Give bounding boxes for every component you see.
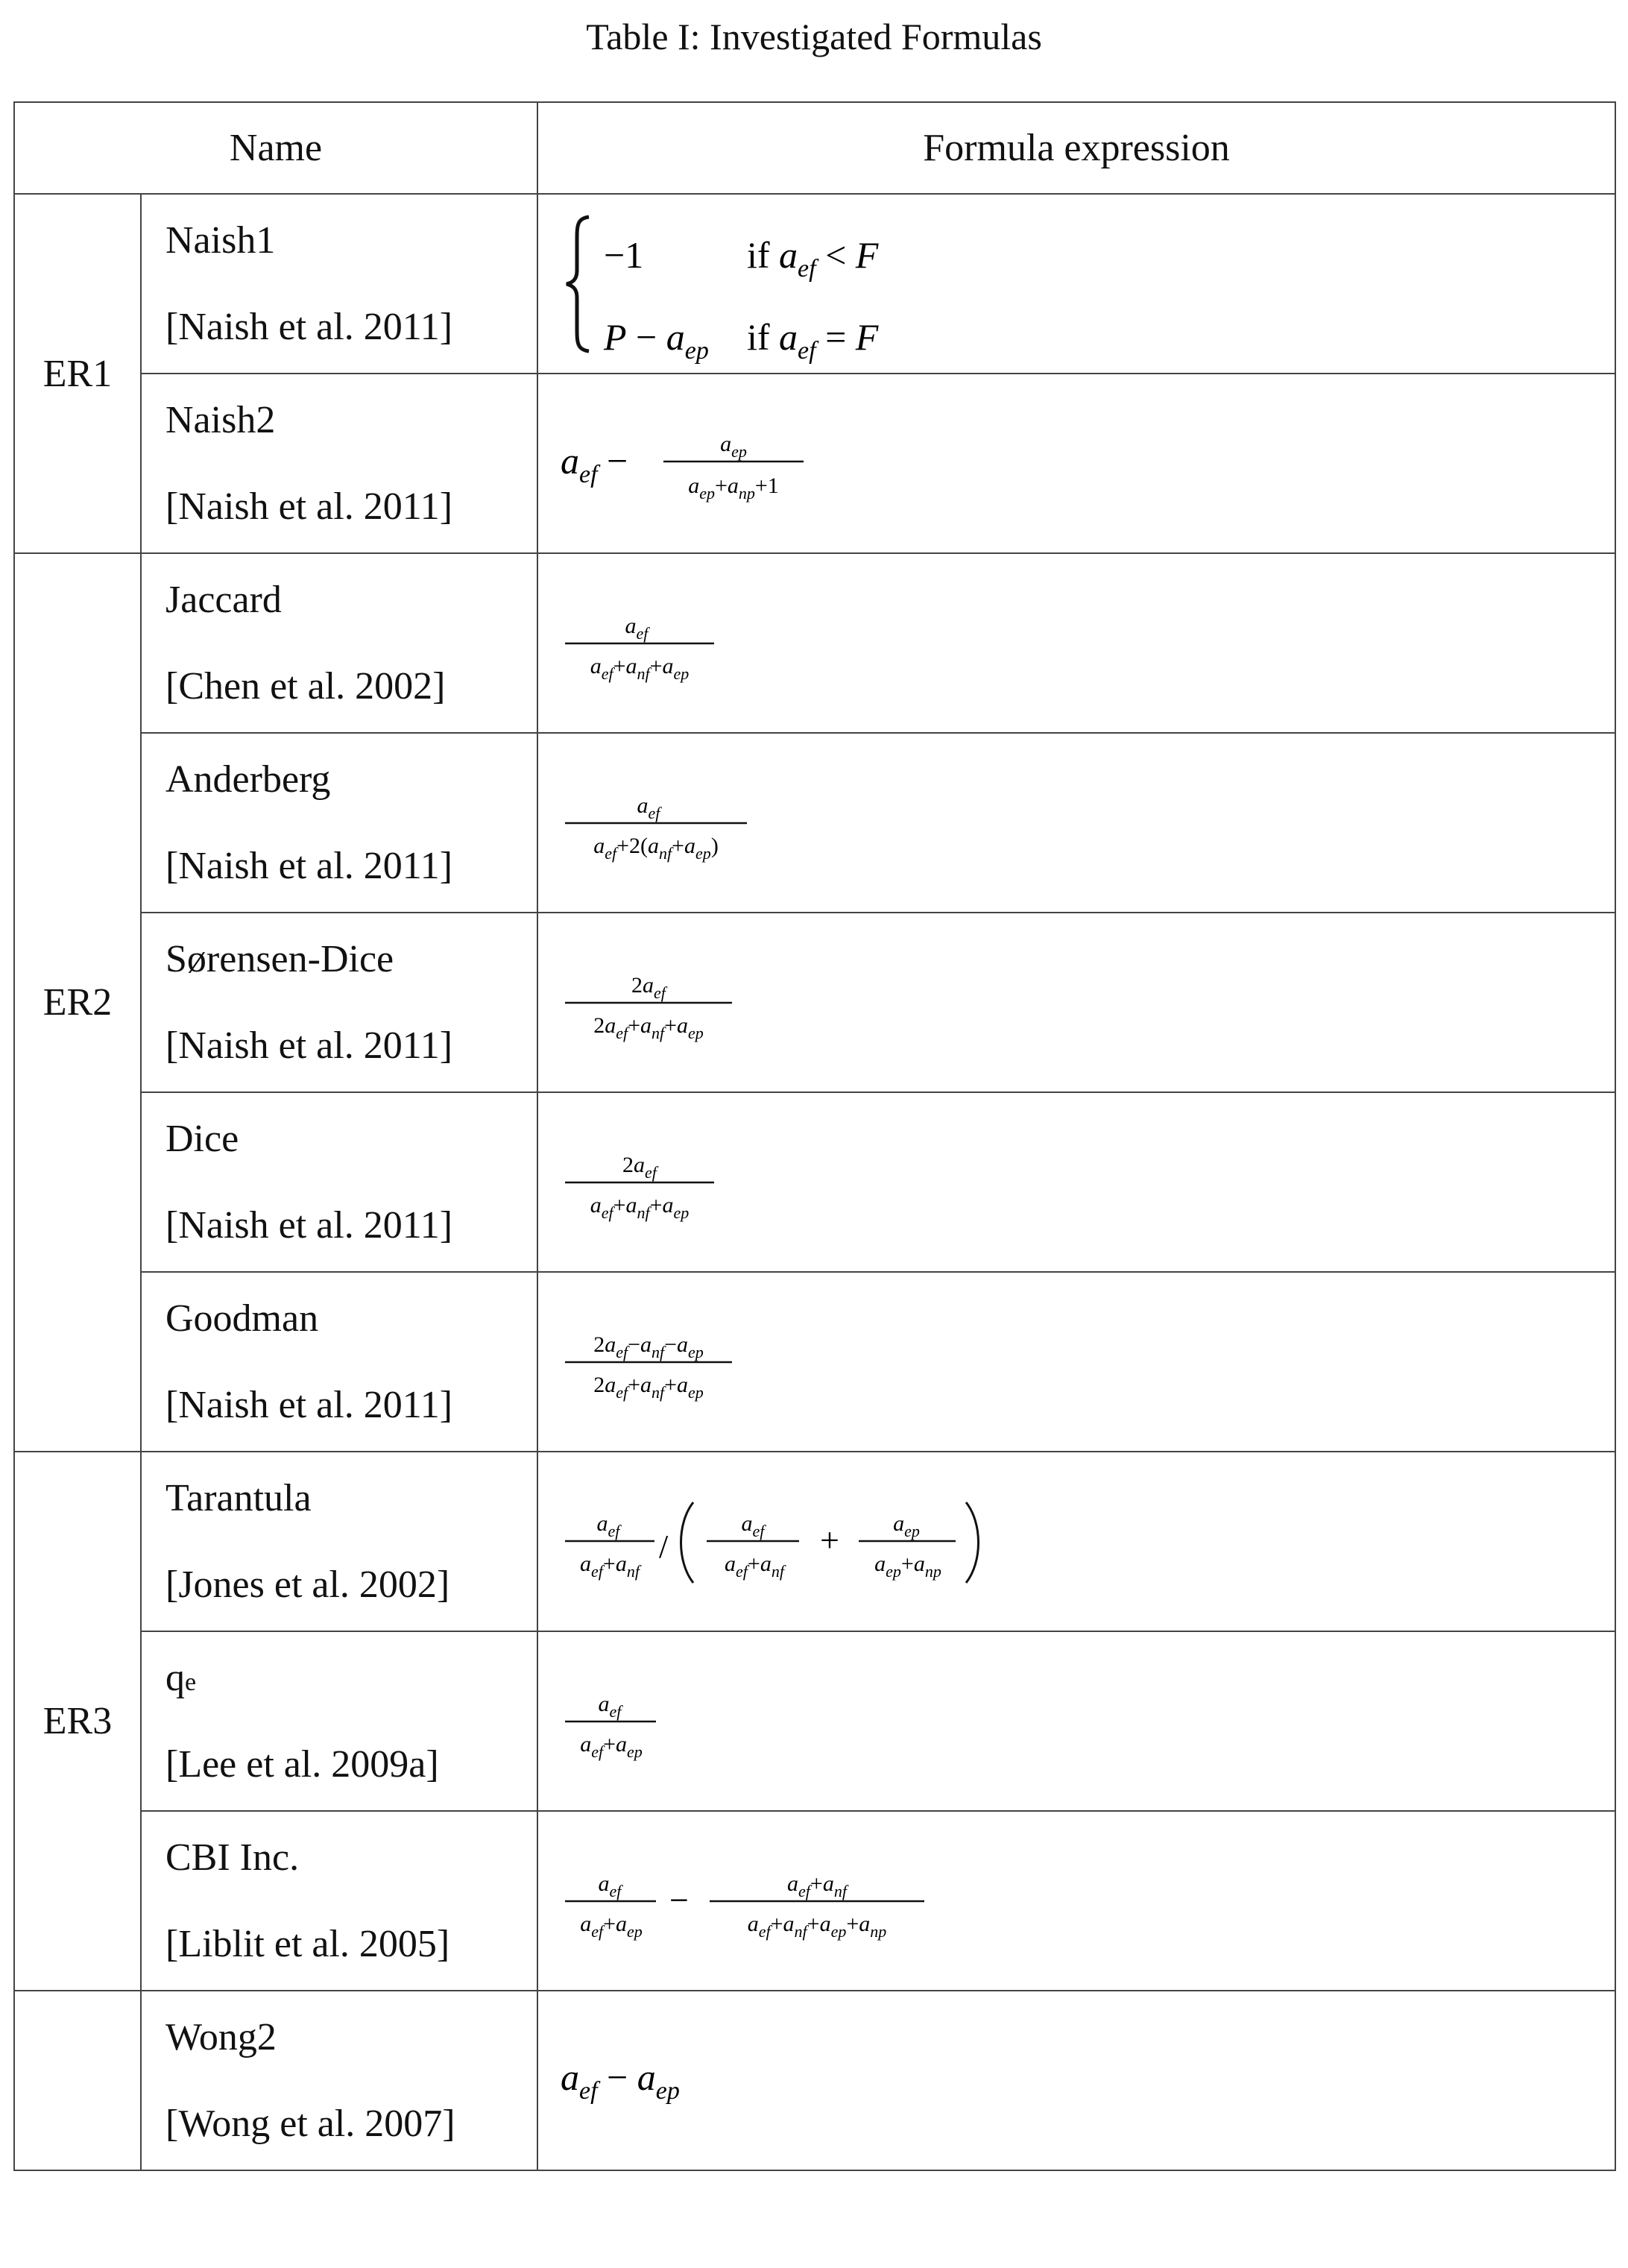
table-row [14,1092,1615,1272]
formula-reference: [Wong et al. 2007] [165,2102,455,2145]
table-row [14,1452,1615,1631]
formula-expression [561,1864,1615,1941]
formula-expression [561,966,1615,1040]
svg-text:aef: $a_{ef}$ [596,1511,620,1540]
formula-expression [561,1145,1615,1220]
formula-name: CBI Inc. [165,1836,300,1879]
formula-expression [561,210,1615,365]
formula-name: Goodman [165,1297,319,1340]
formula-cell [537,374,1615,553]
table-row [14,1991,1615,2170]
svg-text:aef − aep: $a_{ef} - a_{ep}$ [561,2056,680,2105]
svg-text:aep: $a_{ep}$ [720,431,747,461]
svg-text:2aef−anf−aep: $2a_{ef}-a_{nf}-a_{ep}$ [593,1332,704,1361]
formula-cell [537,1452,1615,1631]
name-cell [141,913,537,1092]
name-cell [141,733,537,913]
formula-reference: [Naish et al. 2011] [165,1383,453,1426]
formula-reference: [Lee et al. 2009a] [165,1742,439,1786]
formula-name: Dice [165,1117,239,1160]
formula-name: Sørensen-Dice [165,937,394,980]
table-row [14,1272,1615,1452]
svg-text:aef+aep: $a_{ef}+a_{ep}$ [580,1731,643,1761]
table-row [14,913,1615,1092]
group-label-er3: ER3 [14,1452,141,1991]
group-label-er1: ER1 [14,194,141,553]
name-cell [141,1991,537,2170]
svg-text:−: − [669,1880,689,1919]
formula-name: Jaccard [165,578,282,621]
formula-expression [561,786,1615,863]
svg-text:aef+aep: $a_{ef}+a_{ep}$ [580,1911,643,1941]
formula-name-subscript: e [185,1668,197,1696]
name-cell [141,1452,537,1631]
column-header-formula: Formula expression [537,102,1615,194]
formula-name: Tarantula [165,1476,312,1519]
formulas-table [13,101,1616,2171]
formula-name-base: q [165,1656,185,1699]
svg-text:aef+anf: $a_{ef}+a_{nf}$ [725,1551,784,1581]
formula-expression [561,606,1615,681]
name-cell [141,1092,537,1272]
formula-cell [537,1811,1615,1991]
svg-text:aep+anp: $a_{ep}+a_{np}$ [874,1551,941,1581]
svg-text:2aef+anf+aep: $2a_{ef}+a_{nf}+a_{ep}$ [593,1372,704,1402]
group-label-empty [14,1991,141,2170]
formula-cell [537,1631,1615,1811]
svg-text:aep+anp+1: $a_{ep}+a_{np}+1$ [688,473,779,503]
svg-text:−1: −1 [604,233,644,276]
svg-text:if aef = F: if $a_{ef} = F$ [747,315,879,365]
formula-cell [537,733,1615,913]
svg-text:2aef+anf+aep: $2a_{ef}+a_{nf}+a_{ep}$ [593,1012,704,1042]
table-row [14,374,1615,553]
svg-text:2aef: $2a_{ef}$ [631,972,666,1002]
svg-text:+: + [820,1520,839,1559]
table-row [14,733,1615,913]
svg-text:aef: $a_{ef}$ [741,1511,765,1540]
formula-expression [561,1493,1615,1590]
formula-name: Anderberg [165,757,331,801]
svg-text:aef: $a_{ef}$ [625,613,649,643]
table-row [14,553,1615,733]
formula-name [165,1656,537,1701]
formula-reference: [Naish et al. 2011] [165,1203,453,1247]
formula-expression [561,1325,1615,1402]
header-row [14,102,1615,194]
svg-text:/: / [659,1528,669,1565]
svg-text:if aef < F: if $a_{ef} < F$ [747,233,879,283]
formula-expression [561,423,1615,505]
formula-cell [537,194,1615,374]
formula-expression [561,1684,1615,1759]
formula-reference: [Naish et al. 2011] [165,485,453,528]
formula-reference: [Naish et al. 2011] [165,844,453,887]
svg-text:aef+anf: $a_{ef}+a_{nf}$ [787,1871,847,1900]
svg-text:aef: $a_{ef}$ [637,793,660,822]
formula-cell [537,1272,1615,1452]
name-cell [141,194,537,374]
name-cell [141,374,537,553]
svg-text:P − aep: $P - a_{ep}$ [604,315,709,365]
svg-text:aef −: $a_{ef}$ − [561,439,628,488]
formula-cell [537,1991,1615,2170]
formula-reference: [Naish et al. 2011] [165,305,453,348]
svg-text:aef+anf+aep: $a_{ef}+a_{nf}+a_{ep}$ [590,653,690,683]
svg-text:2aef: $2a_{ef}$ [622,1152,657,1182]
formula-name: Naish2 [165,398,276,441]
table-row [14,1631,1615,1811]
svg-text:aef+2(anf+aep): $a_{ef}+2(a_{nf}+a_{ep})$ [593,833,719,863]
name-cell [141,1811,537,1991]
name-cell [141,1631,537,1811]
table-caption: Table I: Investigated Formulas [586,16,1042,57]
svg-text:aef+anf: $a_{ef}+a_{nf}$ [580,1551,640,1581]
formula-name: Wong2 [165,2015,277,2058]
svg-text:aef+anf+aep+anp: $a_{ef}+a_{nf}+a_{ep}+a_{np}$ [747,1911,887,1941]
svg-text:aef: $a_{ef}$ [598,1691,622,1721]
svg-text:aep: $a_{ep}$ [893,1511,920,1540]
formula-reference: [Jones et al. 2002] [165,1563,450,1606]
name-cell [141,1272,537,1452]
column-header-name: Name [14,102,537,194]
formula-cell [537,913,1615,1092]
formula-cell [537,1092,1615,1272]
group-label-er2: ER2 [14,553,141,1452]
table-row [14,194,1615,374]
formula-reference: [Naish et al. 2011] [165,1024,453,1067]
svg-text:aef: $a_{ef}$ [598,1871,622,1900]
formula-name: Naish1 [165,218,276,262]
formula-cell [537,553,1615,733]
formula-reference: [Liblit et al. 2005] [165,1922,450,1965]
name-cell [141,553,537,733]
formula-expression [561,2051,1615,2111]
table-row [14,1811,1615,1991]
formula-reference: [Chen et al. 2002] [165,664,446,708]
svg-text:aef+anf+aep: $a_{ef}+a_{nf}+a_{ep}$ [590,1192,690,1222]
